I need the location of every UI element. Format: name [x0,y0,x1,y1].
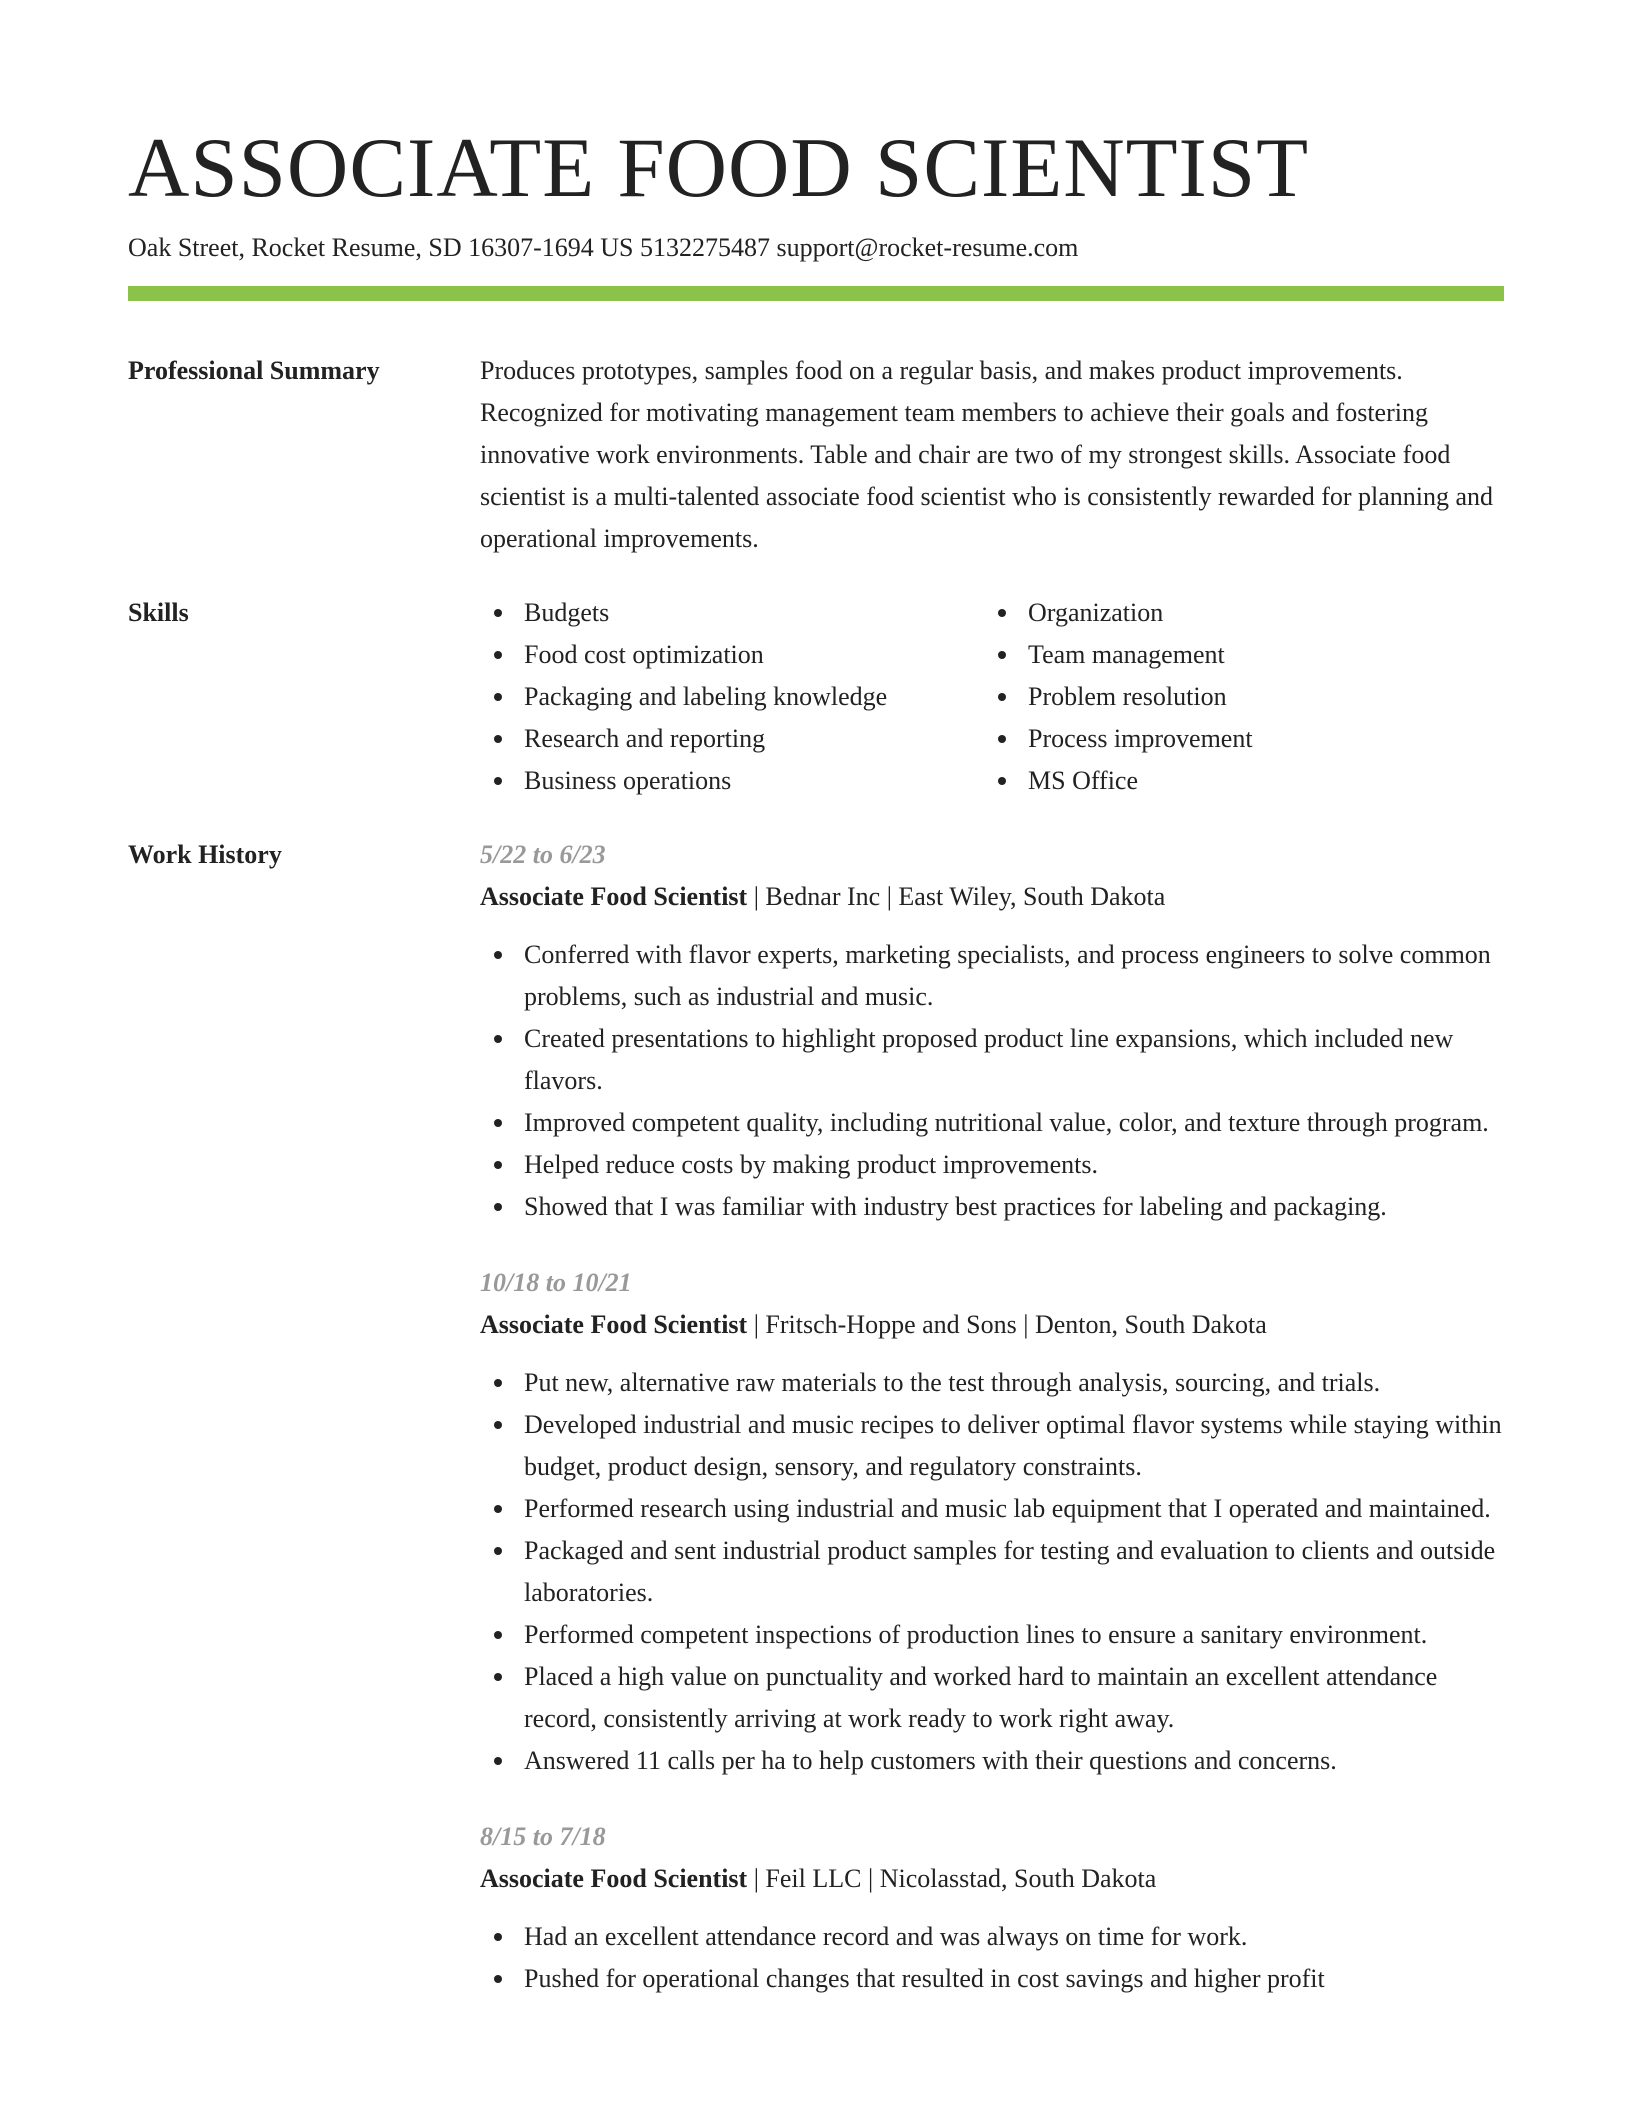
skills-list [480,592,1504,802]
job-entry [480,834,1504,1228]
job-dates: 10/18 to 10/21 [480,1268,632,1297]
job-duties [480,934,1504,1228]
job-duty-item: Helped reduce costs by making product improvements. [480,1144,1504,1186]
resume-name-heading: ASSOCIATE FOOD SCIENTIST [128,121,1310,215]
job-duty-item: Had an excellent attendance record and was always on time for work. [480,1916,1504,1958]
job-separator: | [1016,1310,1035,1339]
job-location: Denton, South Dakota [1034,1310,1267,1339]
skill-item: Problem resolution [984,676,1488,718]
job-title: Associate Food Scientist [480,882,748,911]
job-duty-item: Created presentations to highlight proposed product line expansions, which included new flavors. [480,1018,1504,1102]
skill-item: Packaging and labeling knowledge [480,676,984,718]
job-entry [480,1262,1504,1782]
job-duties [480,1916,1504,2000]
job-location: East Wiley, South Dakota [898,882,1166,911]
job-title: Associate Food Scientist [480,1864,748,1893]
skill-item: Team management [984,634,1488,676]
job-company: Fritsch-Hoppe and Sons [765,1310,1017,1339]
job-duty-item: Put new, alternative raw materials to the test through analysis, sourcing, and trials. [480,1362,1504,1404]
skill-item: Organization [984,592,1488,634]
job-title: Associate Food Scientist [480,1310,748,1339]
work-history-title: Work History [128,840,282,869]
skills-column-right [984,592,1488,802]
job-heading [480,1304,1504,1346]
job-heading [480,876,1504,918]
job-duty-item: Placed a high value on punctuality and worked hard to maintain an excellent attendance record, consistently arriving at work ready to work right away. [480,1656,1504,1740]
job-separator: | [747,1310,766,1339]
job-duty-item: Conferred with flavor experts, marketing specialists, and process engineers to solve common problems, such as industrial and music. [480,934,1504,1018]
job-dates: 8/15 to 7/18 [480,1822,606,1851]
job-duty-item: Showed that I was familiar with industry best practices for labeling and packaging. [480,1186,1504,1228]
job-duty-item: Performed research using industrial and music lab equipment that I operated and maintained. [480,1488,1504,1530]
job-separator: | [747,1864,766,1893]
summary-title: Professional Summary [128,356,380,385]
job-duty-item: Packaged and sent industrial product samples for testing and evaluation to clients and outside laboratories. [480,1530,1504,1614]
skill-item: Food cost optimization [480,634,984,676]
job-company: Bednar Inc [765,882,881,911]
summary-text: Produces prototypes, samples food on a regular basis, and makes product improvements. Recognized for motivating management team members to achieve their goals and fostering innovative work environments. Table and chair are two of my strongest skills. Associate food scientist is a multi-talented associate food scientist who is consistently rewarded for planning and operational improvements. [480,356,1494,553]
summary-body [480,350,1504,560]
job-dates: 5/22 to 6/23 [480,840,606,869]
job-duty-item: Developed industrial and music recipes to deliver optimal flavor systems while staying within budget, product design, sensory, and regulatory constraints. [480,1404,1504,1488]
skill-item: Research and reporting [480,718,984,760]
job-duties [480,1362,1504,1782]
skill-item: MS Office [984,760,1488,802]
job-heading [480,1858,1504,1900]
skill-item: Budgets [480,592,984,634]
skill-item: Business operations [480,760,984,802]
job-company: Feil LLC [765,1864,862,1893]
job-location: Nicolasstad, South Dakota [879,1864,1157,1893]
job-separator: | [747,882,766,911]
job-duty-item: Answered 11 calls per ha to help customers with their questions and concerns. [480,1740,1504,1782]
skills-column-left [480,592,984,802]
job-duty-item: Performed competent inspections of production lines to ensure a sanitary environment. [480,1614,1504,1656]
job-entry [480,1816,1504,2000]
contact-line: Oak Street, Rocket Resume, SD 16307-1694 US 5132275487 support@rocket-resume.com [128,233,1079,262]
work-history-list [480,834,1504,2034]
accent-divider [128,286,1504,301]
job-separator: | [861,1864,880,1893]
job-duty-item: Improved competent quality, including nutritional value, color, and texture through program. [480,1102,1504,1144]
job-duty-item: Pushed for operational changes that resulted in cost savings and higher profit [480,1958,1504,2000]
job-separator: | [880,882,899,911]
skills-title: Skills [128,598,189,627]
skill-item: Process improvement [984,718,1488,760]
